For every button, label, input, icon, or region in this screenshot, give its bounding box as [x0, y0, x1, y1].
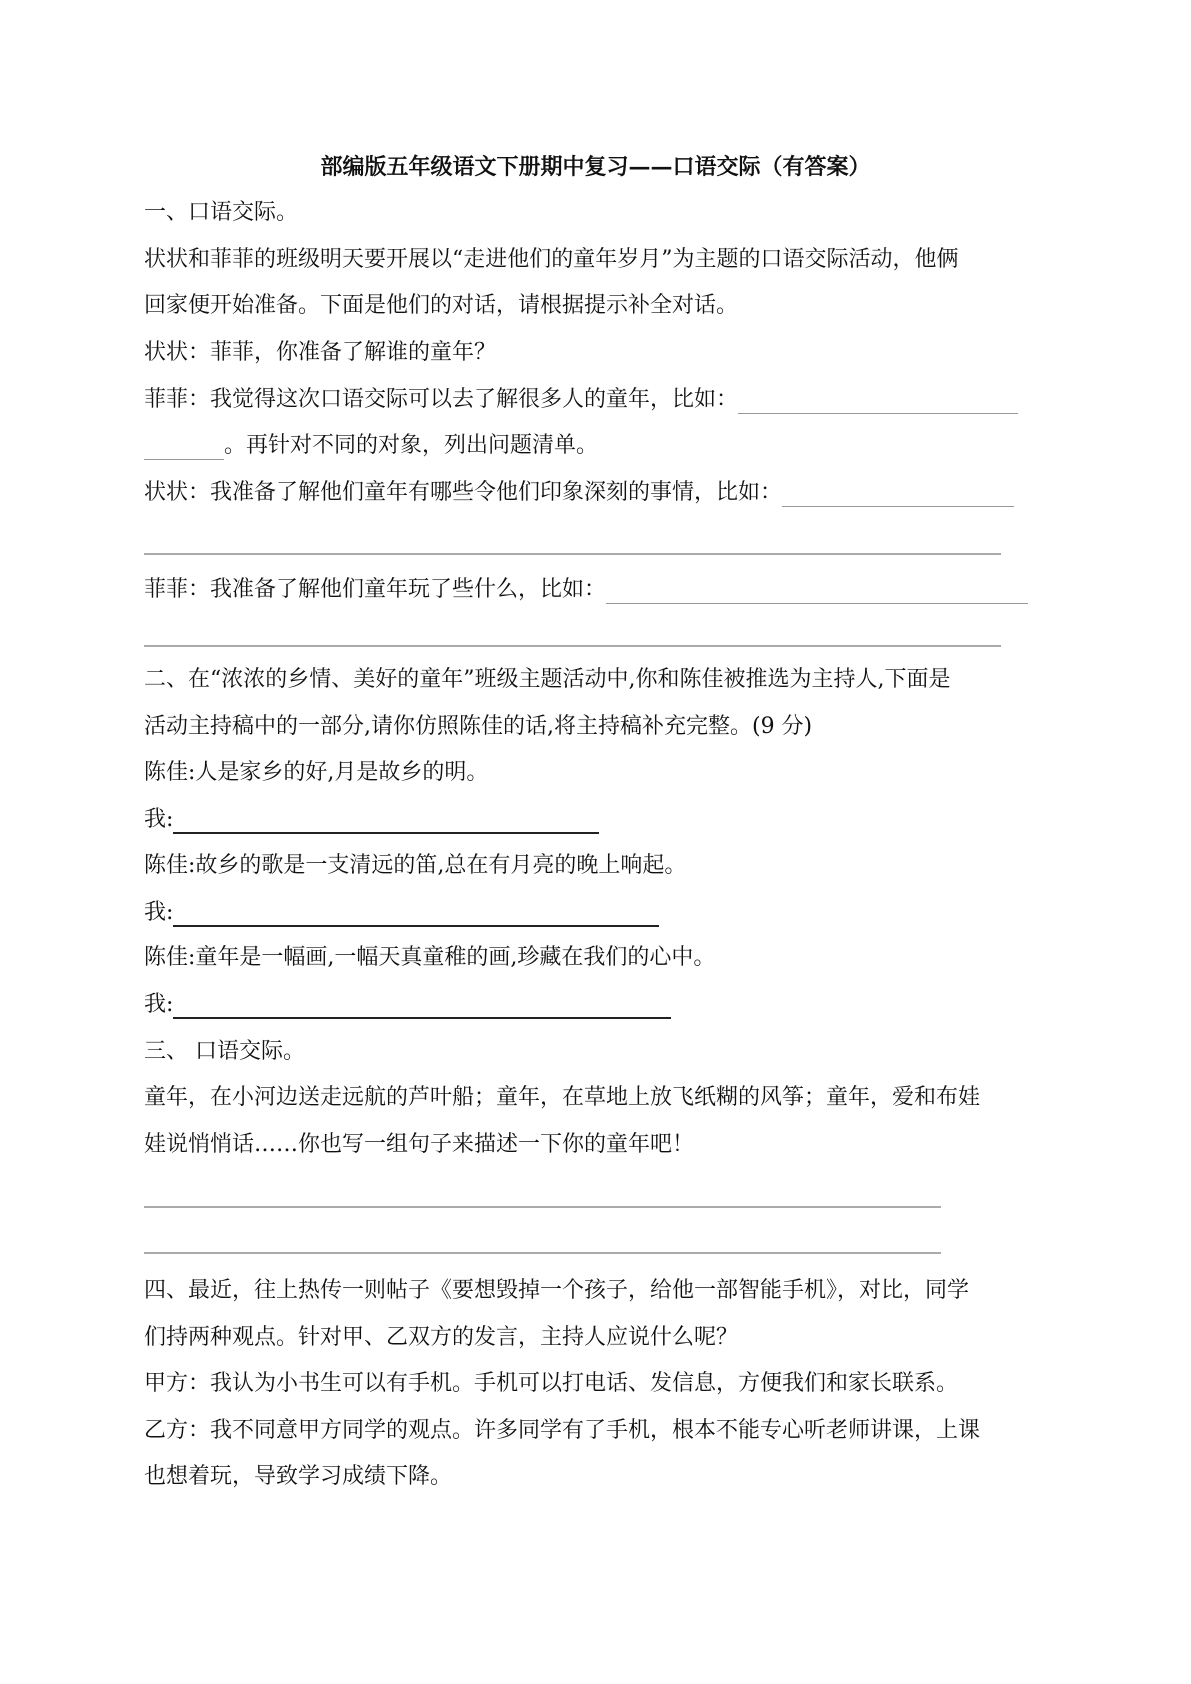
answer-line[interactable]: [144, 553, 1001, 555]
answer-blank[interactable]: [173, 903, 659, 927]
answer-line[interactable]: [144, 1206, 941, 1208]
dialogue-text: 。再针对不同的对象，列出问题清单。: [224, 433, 599, 458]
answer-blank[interactable]: [738, 391, 1018, 414]
dialogue-line: 状状：菲菲，你准备了解谁的童年？: [144, 340, 497, 365]
section4-heading-cont: 们持两种观点。针对甲、乙双方的发言，主持人应说什么呢？: [144, 1325, 739, 1350]
section1-intro-cont: 回家便开始准备。下面是他们的对话，请根据提示补全对话。: [144, 293, 739, 318]
dialogue-line: [144, 479, 1014, 507]
host-line: 陈佳:童年是一幅画,一幅天真童稚的画,珍藏在我们的心中。: [144, 945, 716, 970]
section1-heading: 一、口语交际。: [144, 200, 299, 225]
answer-line[interactable]: [144, 1252, 941, 1254]
me-label: 我:: [144, 900, 174, 925]
dialogue-line: [144, 386, 1018, 414]
section4-heading: 四、最近，往上热传一则帖子《要想毁掉一个孩子，给他一部智能手机》，对比，同学: [144, 1278, 970, 1303]
side-b-statement-cont: 也想着玩，导致学习成绩下降。: [144, 1464, 453, 1489]
dialogue-line: [144, 432, 598, 460]
dialogue-text: 菲菲：我觉得这次口语交际可以去了解很多人的童年，比如：: [144, 387, 739, 412]
answer-blank[interactable]: [144, 437, 224, 460]
answer-blank[interactable]: [173, 995, 671, 1019]
section3-text-cont: 娃说悄悄话……你也写一组句子来描述一下你的童年吧！: [144, 1132, 695, 1157]
side-a-statement: 甲方：我认为小书生可以有手机。手机可以打电话、发信息，方便我们和家长联系。: [144, 1371, 959, 1396]
section3-heading: 三、 口语交际。: [144, 1039, 305, 1064]
answer-blank[interactable]: [782, 484, 1014, 507]
me-label: 我:: [144, 992, 174, 1017]
dialogue-text: 状状：我准备了解他们童年有哪些令他们印象深刻的事情，比如：: [144, 480, 783, 505]
host-line: 陈佳:故乡的歌是一支清远的笛,总在有月亮的晚上响起。: [144, 853, 687, 878]
side-b-statement: 乙方：我不同意甲方同学的观点。许多同学有了手机，根本不能专心听老师讲课，上课: [144, 1418, 981, 1443]
my-line: [144, 806, 599, 834]
my-line: [144, 899, 659, 927]
answer-blank[interactable]: [606, 581, 1028, 604]
page-title: 部编版五年级语文下册期中复习——口语交际（有答案）: [320, 154, 871, 180]
my-line: [144, 991, 671, 1019]
dialogue-text: 菲菲：我准备了解他们童年玩了些什么，比如：: [144, 577, 607, 602]
section2-heading-cont: 活动主持稿中的一部分,请你仿照陈佳的话,将主持稿补充完整。(9 分): [144, 714, 813, 739]
section3-text: 童年，在小河边送走远航的芦叶船；童年，在草地上放飞纸糊的风筝；童年，爱和布娃: [144, 1085, 981, 1110]
dialogue-line: [144, 576, 1028, 604]
section2-heading: 二、在“浓浓的乡情、美好的童年”班级主题活动中,你和陈佳被推选为主持人,下面是: [144, 667, 951, 692]
host-line: 陈佳:人是家乡的好,月是故乡的明。: [144, 760, 489, 785]
answer-line[interactable]: [144, 645, 1001, 647]
answer-blank[interactable]: [173, 810, 599, 834]
me-label: 我:: [144, 807, 174, 832]
section1-intro: 状状和菲菲的班级明天要开展以“走进他们的童年岁月”为主题的口语交际活动，他俩: [144, 247, 959, 272]
